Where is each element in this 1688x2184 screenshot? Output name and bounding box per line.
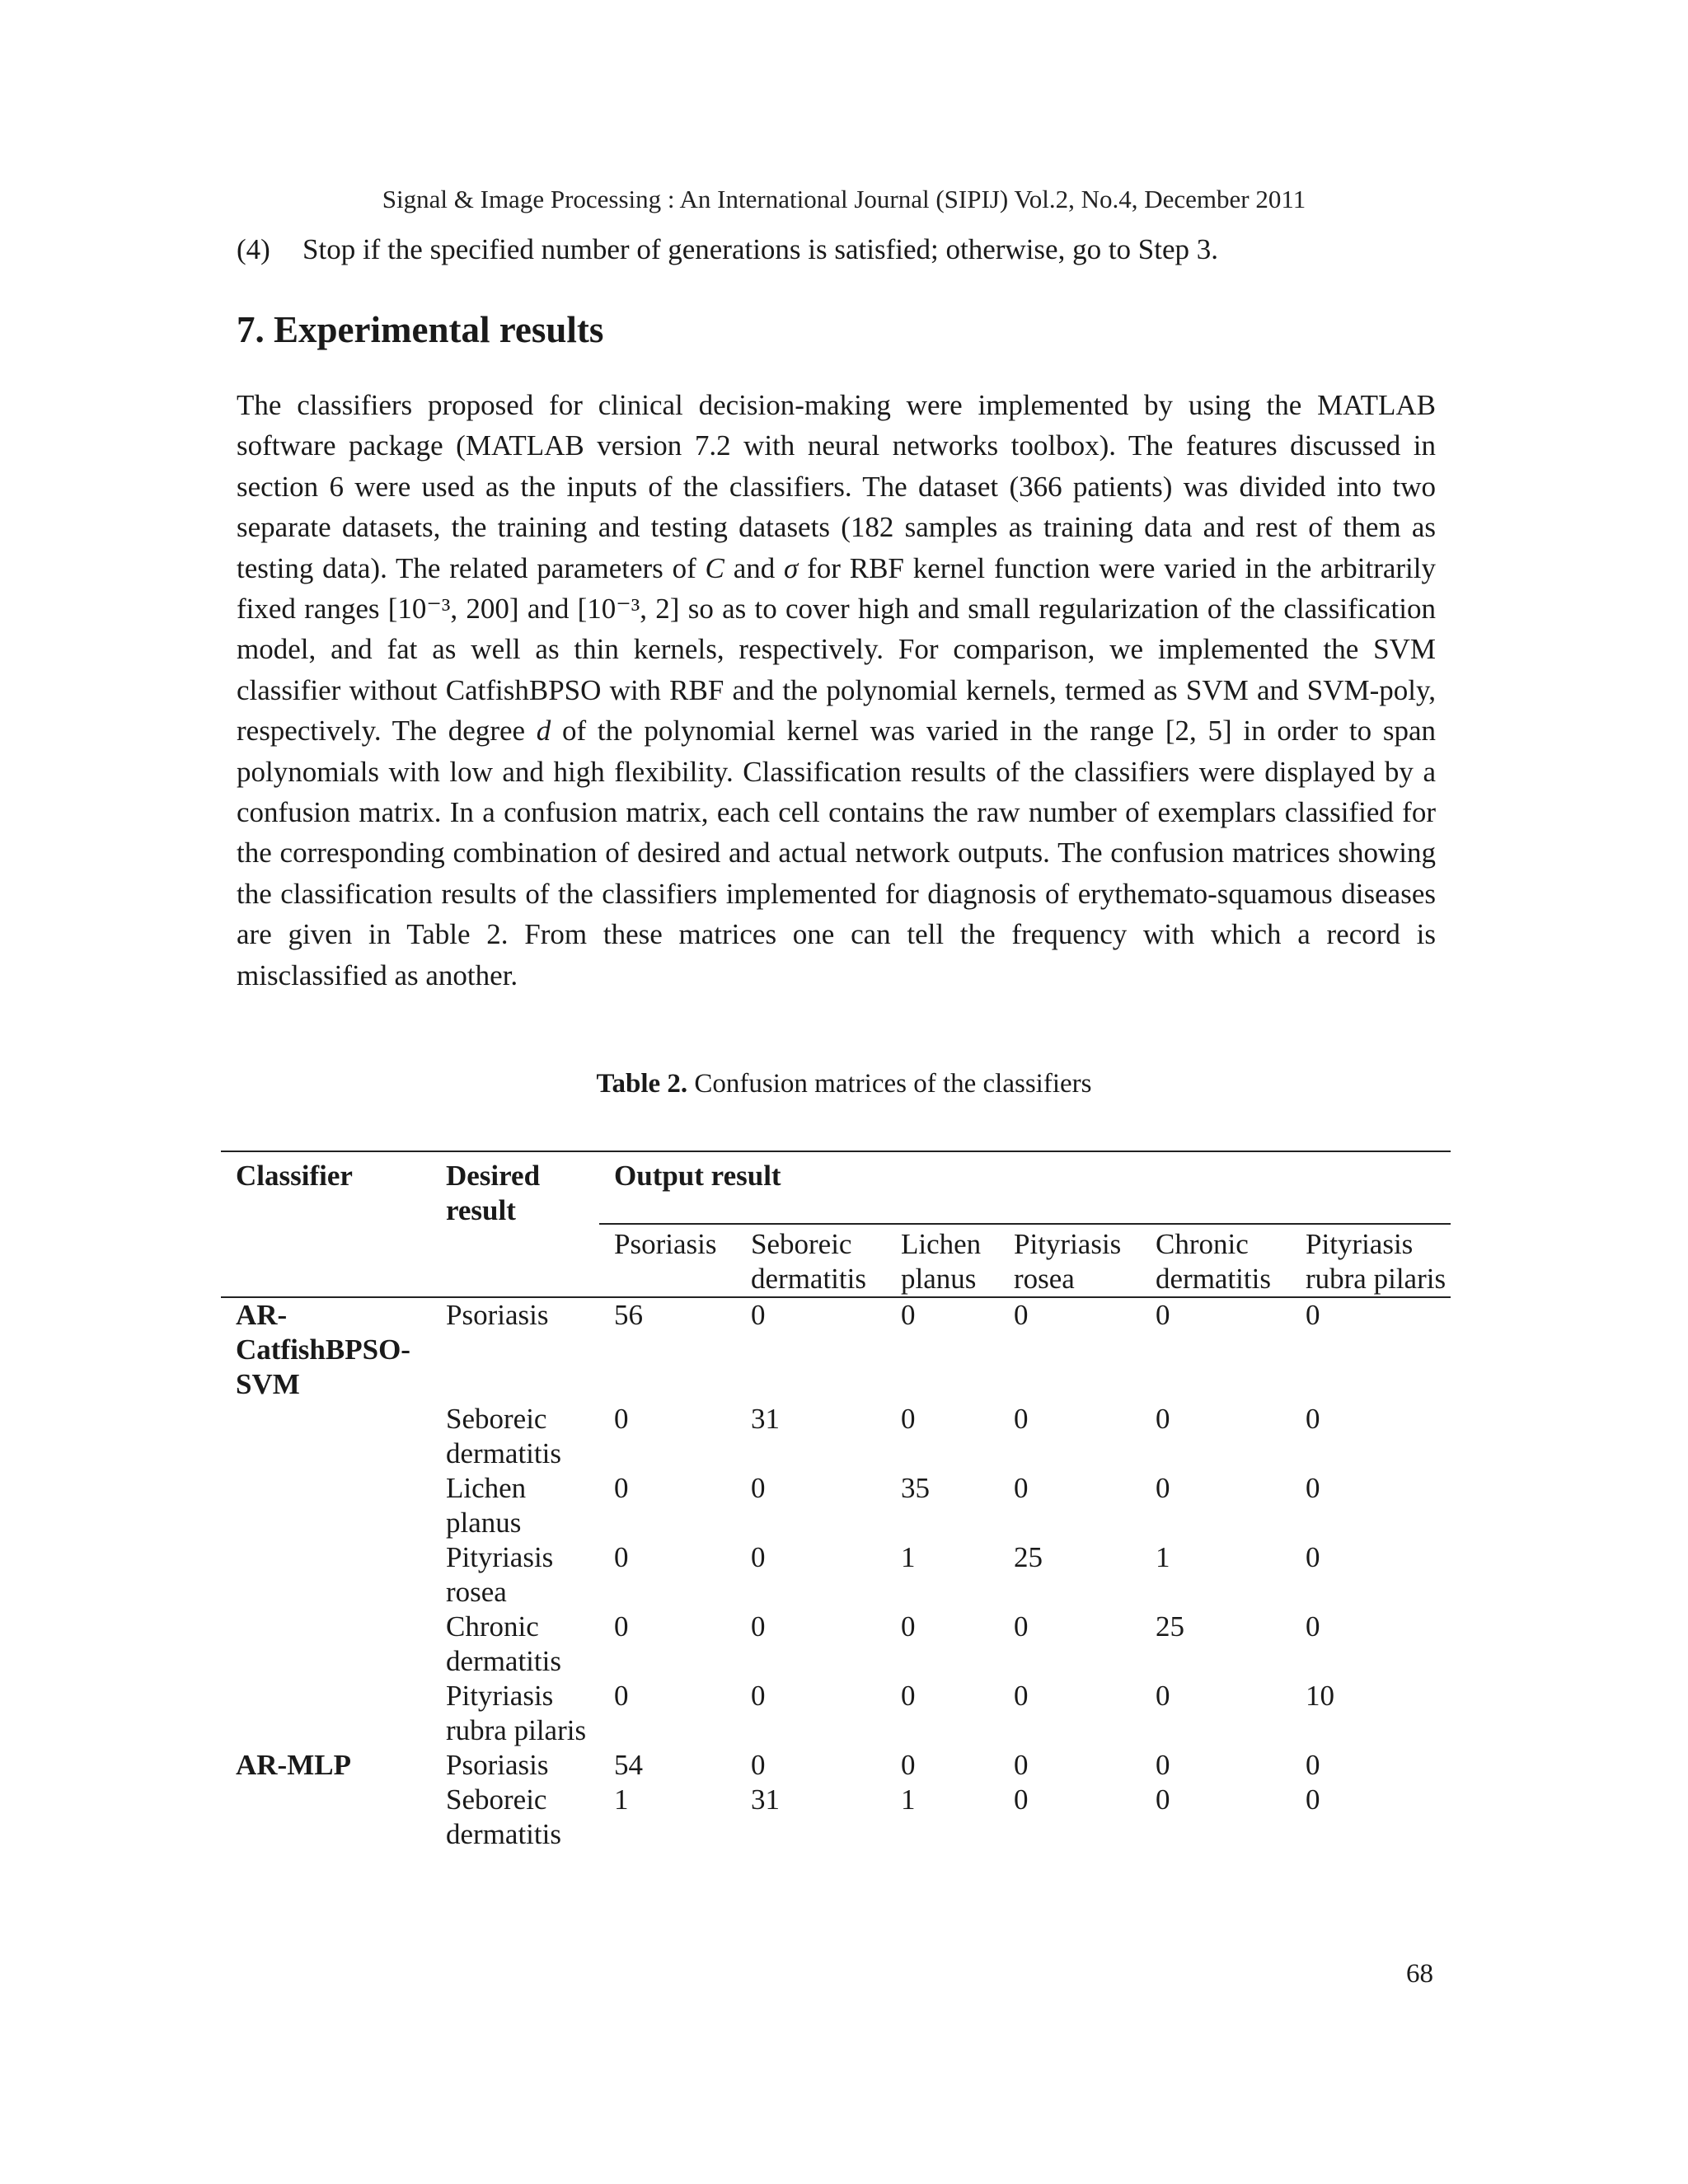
para-text: for RBF kernel function were varied in the arbitrarily fixed ranges	[237, 551, 1436, 626]
symbol-c: C	[705, 551, 724, 584]
output-column-header: Chronic dermatitis	[1141, 1224, 1291, 1297]
matrix-cell: 0	[1141, 1297, 1291, 1402]
table-row	[221, 1783, 1451, 1852]
matrix-cell: 0	[1306, 1541, 1320, 1573]
para-text: and	[724, 551, 785, 584]
classifier-name: AR-CatfishBPSO-SVM	[221, 1297, 431, 1402]
matrix-cell: 0	[614, 1403, 629, 1435]
matrix-cell: 0	[1014, 1749, 1029, 1781]
matrix-cell: 10	[1306, 1680, 1334, 1712]
table-row	[221, 1540, 1451, 1610]
matrix-cell: 1	[901, 1541, 916, 1573]
classifier-name	[221, 1679, 431, 1748]
matrix-cell: 0	[614, 1610, 629, 1643]
matrix-cell: 0	[1156, 1749, 1170, 1781]
desired-result: Seboreic dermatitis	[446, 1403, 561, 1469]
step-text: Stop if the specified number of generations is satisfied; otherwise, go to Step 3.	[302, 233, 1219, 265]
table-row	[221, 1402, 1451, 1471]
matrix-cell: 25	[1156, 1610, 1184, 1643]
matrix-cell: 1	[901, 1783, 916, 1816]
desired-result: Psoriasis	[431, 1297, 599, 1402]
desired-result: Pityriasis rosea	[446, 1541, 554, 1608]
confusion-matrix-table	[221, 1151, 1451, 1852]
matrix-cell: 1	[614, 1783, 629, 1816]
desired-result: Psoriasis	[446, 1749, 549, 1781]
matrix-cell: 0	[999, 1297, 1141, 1402]
classifier-name	[221, 1402, 431, 1471]
para-text: so as to cover high and small regularization of the classification model, and fat as well as thin kernels, respectively. For comparison, we implemented the SVM classifier without CatfishBPSO with RBF and the polynomial kernels, termed as SVM and SVM-poly, respectively. The degree	[237, 593, 1437, 748]
matrix-cell: 0	[1156, 1403, 1170, 1435]
range-c: [10⁻³, 200]	[387, 593, 519, 626]
matrix-cell: 0	[886, 1297, 999, 1402]
table-row	[221, 1471, 1451, 1540]
matrix-cell: 0	[614, 1472, 629, 1504]
matrix-cell: 1	[1156, 1541, 1170, 1573]
table-label: Table 2.	[596, 1069, 688, 1099]
symbol-sigma: σ	[784, 551, 799, 584]
matrix-cell: 0	[1014, 1610, 1029, 1643]
matrix-cell: 0	[1306, 1403, 1320, 1435]
matrix-cell: 0	[1014, 1680, 1029, 1712]
range-sigma: [10⁻³, 2]	[577, 593, 680, 626]
desired-result: Seboreic dermatitis	[446, 1783, 561, 1850]
output-column-header: Lichen planus	[886, 1224, 999, 1297]
para-text: of the polynomial kernel was varied in the range	[551, 715, 1165, 748]
matrix-cell: 0	[1306, 1610, 1320, 1643]
matrix-cell: 0	[901, 1403, 916, 1435]
table-caption-text: Confusion matrices of the classifiers	[687, 1069, 1092, 1099]
table-row	[221, 1297, 1451, 1402]
matrix-cell: 0	[1156, 1680, 1170, 1712]
section-title: 7. Experimental results	[237, 309, 604, 350]
matrix-cell: 0	[1291, 1297, 1451, 1402]
classifier-name: AR-MLP	[236, 1749, 351, 1781]
matrix-cell: 0	[1306, 1749, 1320, 1781]
matrix-cell: 0	[751, 1541, 766, 1573]
matrix-cell: 0	[901, 1749, 916, 1781]
matrix-cell: 0	[751, 1610, 766, 1643]
para-text: and	[518, 593, 578, 626]
matrix-cell: 0	[1014, 1472, 1029, 1504]
output-column-header: Pityriasis rosea	[999, 1224, 1141, 1297]
matrix-cell: 0	[1306, 1783, 1320, 1816]
desired-result: Pityriasis rubra pilaris	[446, 1680, 587, 1746]
classifier-name	[221, 1540, 431, 1610]
matrix-cell: 0	[751, 1472, 766, 1504]
classifier-name	[221, 1783, 431, 1852]
matrix-cell: 25	[1014, 1541, 1043, 1573]
matrix-cell: 0	[1156, 1472, 1170, 1504]
body-paragraph	[237, 385, 1436, 996]
matrix-cell: 31	[751, 1783, 780, 1816]
matrix-cell: 0	[901, 1610, 916, 1643]
table-caption	[0, 1069, 1688, 1099]
matrix-cell: 0	[1014, 1403, 1029, 1435]
matrix-cell: 0	[736, 1297, 886, 1402]
table-row	[221, 1748, 1451, 1783]
header-output-result: Output result	[599, 1151, 1451, 1224]
matrix-cell: 35	[901, 1472, 930, 1504]
matrix-cell: 0	[901, 1680, 916, 1712]
running-header: Signal & Image Processing : An International Journal (SIPIJ) Vol.2, No.4, December 2011	[382, 185, 1306, 213]
header-classifier: Classifier	[221, 1151, 431, 1297]
matrix-cell: 0	[751, 1749, 766, 1781]
step-4	[237, 233, 1218, 266]
range-d: [2, 5]	[1165, 715, 1232, 748]
matrix-cell: 0	[1014, 1783, 1029, 1816]
classifier-name	[221, 1471, 431, 1540]
matrix-cell: 0	[614, 1541, 629, 1573]
matrix-cell: 54	[614, 1749, 643, 1781]
matrix-cell: 0	[751, 1680, 766, 1712]
table-row	[221, 1679, 1451, 1748]
output-column-header: Seboreic dermatitis	[736, 1224, 886, 1297]
para-text: in order to span polynomials with low and high flexibility. Classification results of the classifiers were displayed by a confusion matrix. In a confusion matrix, each cell contains the raw number of exemplars classified for the corresponding combination of desired and actual network outputs. The confusion matrices showing the classification results of the classifiers implemented for diagnosis of erythemato-squamous diseases are given in Table 2. From these matrices one can tell the frequency with which a record is misclassified as another.	[237, 715, 1437, 991]
matrix-cell: 0	[1156, 1783, 1170, 1816]
output-column-header: Psoriasis	[599, 1224, 736, 1297]
header-desired-result: Desired result	[431, 1151, 599, 1297]
classifier-name	[221, 1610, 431, 1679]
matrix-cell: 0	[614, 1680, 629, 1712]
desired-result: Lichen planus	[446, 1472, 527, 1539]
page-number: 68	[1406, 1959, 1433, 1989]
step-number: (4)	[237, 233, 270, 265]
matrix-cell: 0	[1306, 1472, 1320, 1504]
matrix-cell: 31	[751, 1403, 780, 1435]
matrix-cell: 56	[599, 1297, 736, 1402]
table-row	[221, 1610, 1451, 1679]
output-column-header: Pityriasis rubra pilaris	[1291, 1224, 1451, 1297]
para-text: The classifiers proposed for clinical decision-making were implemented by using the MATLAB software package (MATLAB version 7.2 with neural networks toolbox). The features discussed in section 6 were used as the inputs of the classifiers. The dataset (366 patients) was divided into two separate datasets, the training and testing datasets (182 samples as training data and rest of them as testing data). The related parameters of	[237, 389, 1436, 584]
desired-result: Chronic dermatitis	[446, 1610, 561, 1677]
symbol-d: d	[536, 715, 551, 748]
